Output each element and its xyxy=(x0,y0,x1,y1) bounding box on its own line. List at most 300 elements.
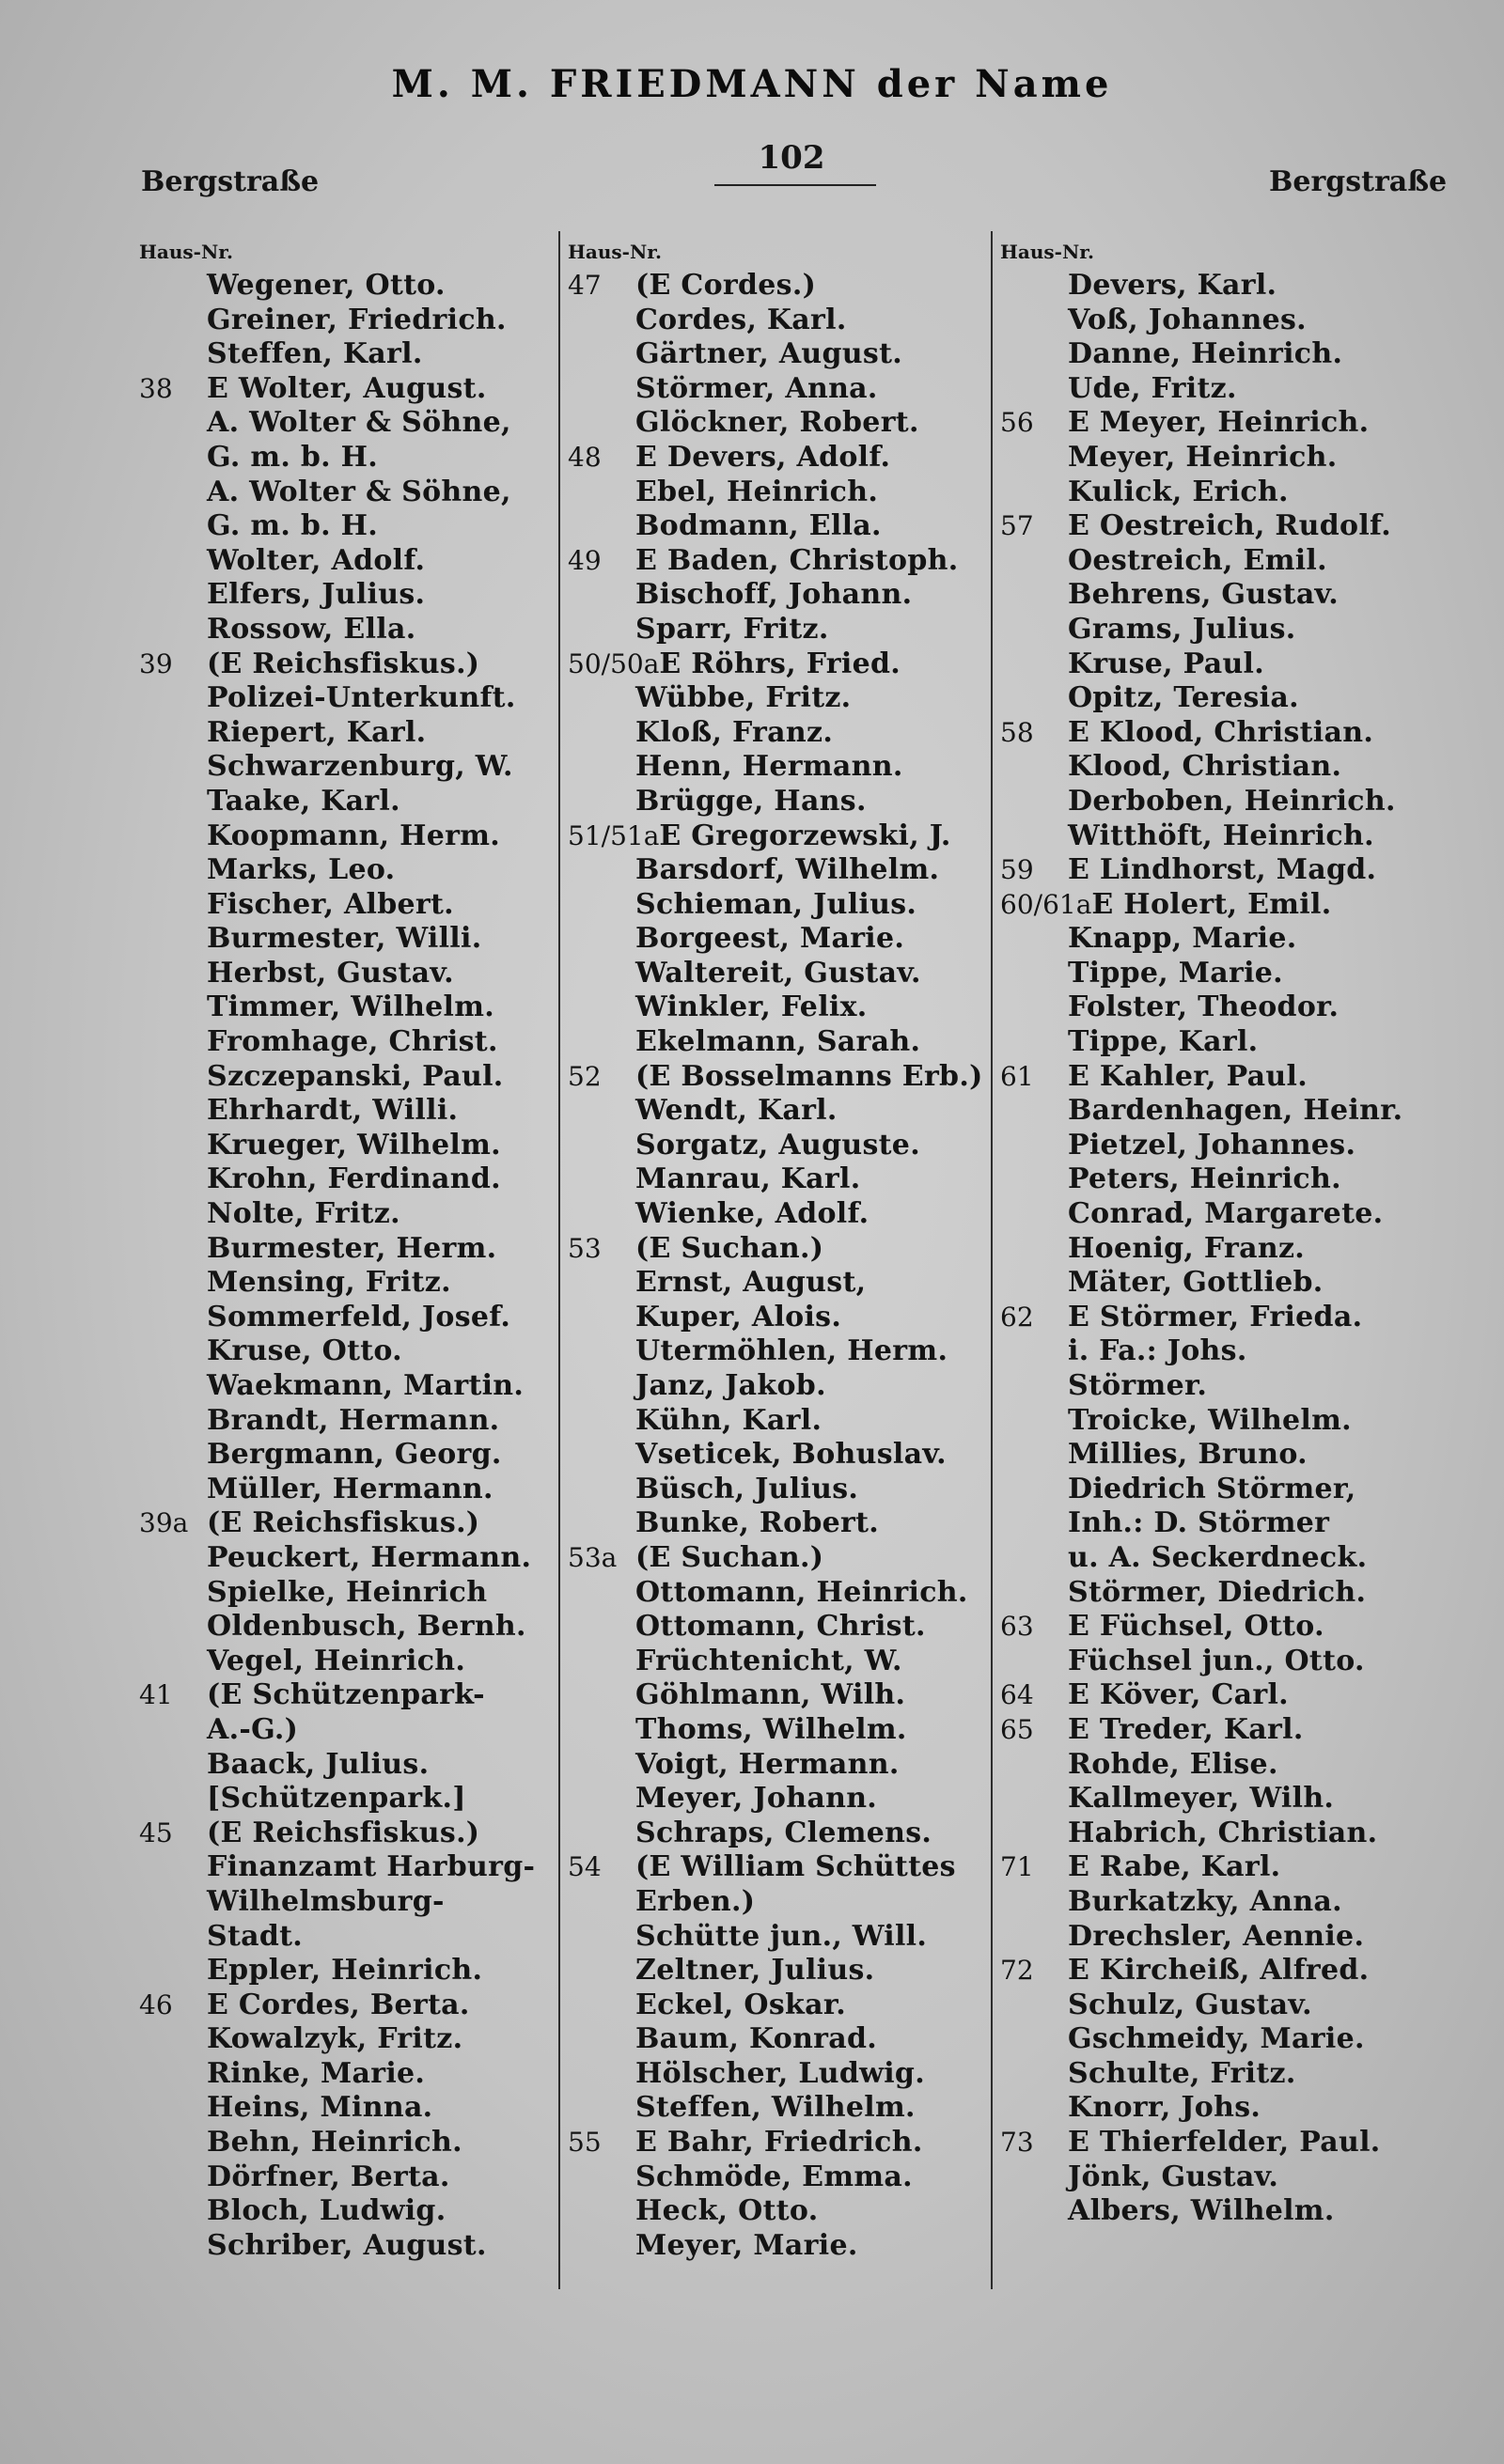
directory-entry xyxy=(139,1094,562,1129)
resident-name: E Thierfelder, Paul. xyxy=(1068,2126,1381,2160)
resident-name: E Treder, Karl. xyxy=(1068,1712,1304,1746)
house-number: 52 xyxy=(568,1060,602,1092)
directory-entry xyxy=(1000,1232,1423,1267)
street-name-left: Bergstraße xyxy=(141,165,320,198)
directory-entry xyxy=(139,304,562,338)
directory-entry xyxy=(568,1129,991,1163)
directory-entry xyxy=(1000,2160,1423,2195)
directory-entry xyxy=(1000,1506,1423,1541)
resident-name: Ehrhardt, Willi. xyxy=(207,1094,459,1128)
directory-entry xyxy=(568,1301,991,1335)
directory-entry xyxy=(1000,1094,1423,1129)
resident-name: Henn, Hermann. xyxy=(635,750,903,784)
directory-entry xyxy=(568,990,991,1025)
resident-name: E Lindhorst, Magd. xyxy=(1068,853,1377,887)
directory-entry xyxy=(568,509,991,544)
resident-name: Winkler, Felix. xyxy=(635,990,868,1024)
resident-name: Meyer, Marie. xyxy=(635,2228,858,2262)
directory-entry xyxy=(568,1817,991,1851)
directory-entry xyxy=(139,785,562,819)
resident-name: Müller, Hermann. xyxy=(207,1472,494,1505)
resident-name: (E Schützenpark- xyxy=(207,1678,485,1712)
resident-name: Burkatzky, Anna. xyxy=(1068,1884,1342,1918)
directory-entry xyxy=(139,853,562,888)
directory-entry xyxy=(568,1369,991,1404)
directory-entry xyxy=(568,888,991,923)
resident-name: Troicke, Wilhelm. xyxy=(1068,1403,1352,1437)
resident-name: Opitz, Teresia. xyxy=(1068,681,1299,715)
directory-entry xyxy=(568,853,991,888)
resident-name: Schulte, Fritz. xyxy=(1068,2056,1296,2090)
resident-name: Inh.: D. Störmer xyxy=(1068,1506,1330,1540)
directory-entry xyxy=(139,337,562,372)
directory-entry xyxy=(139,1162,562,1197)
resident-name: Rinke, Marie. xyxy=(207,2056,426,2090)
resident-name: E Baden, Christoph. xyxy=(635,543,959,577)
directory-entry xyxy=(568,1506,991,1541)
directory-entry xyxy=(1000,853,1423,888)
house-number: 61 xyxy=(1000,1060,1034,1092)
house-number: 53 xyxy=(568,1232,602,1264)
resident-name: E Gregorzewski, J. xyxy=(659,819,951,852)
directory-entry xyxy=(139,1748,562,1783)
resident-name: Baack, Julius. xyxy=(207,1747,430,1781)
directory-entry xyxy=(1000,647,1423,682)
directory-entry xyxy=(568,476,991,510)
house-number-header: Haus-Nr. xyxy=(568,241,662,263)
resident-name: Steffen, Wilhelm. xyxy=(635,2091,916,2125)
directory-entry xyxy=(568,1748,991,1783)
resident-name: Herbst, Gustav. xyxy=(207,956,454,990)
resident-name: Füchsel jun., Otto. xyxy=(1068,1644,1365,1677)
directory-entry xyxy=(139,1129,562,1163)
resident-name: Krueger, Wilhelm. xyxy=(207,1128,501,1162)
resident-name: Wilhelmsburg- xyxy=(207,1884,445,1918)
resident-name: Kulick, Erich. xyxy=(1068,475,1289,508)
entry-list xyxy=(1000,269,1423,2229)
resident-name: Voigt, Hermann. xyxy=(635,1747,900,1781)
resident-name: Pietzel, Johannes. xyxy=(1068,1128,1356,1162)
directory-entry xyxy=(1000,2057,1423,2092)
resident-name: E Kahler, Paul. xyxy=(1068,1059,1308,1093)
directory-entry xyxy=(568,1576,991,1611)
resident-name: Peuckert, Hermann. xyxy=(207,1540,532,1574)
resident-name: Hölscher, Ludwig. xyxy=(635,2056,925,2090)
directory-entry xyxy=(568,372,991,407)
resident-name: E Devers, Adolf. xyxy=(635,440,891,474)
directory-entry xyxy=(139,2194,562,2229)
directory-entry xyxy=(1000,1334,1423,1369)
resident-name: Vseticek, Bohuslav. xyxy=(635,1438,947,1472)
resident-name: G. m. b. H. xyxy=(207,440,379,474)
resident-name: Timmer, Wilhelm. xyxy=(207,990,495,1024)
directory-entry xyxy=(139,647,562,682)
resident-name: E Holert, Emil. xyxy=(1091,887,1332,921)
directory-entry xyxy=(568,1438,991,1473)
resident-name: Elfers, Julius. xyxy=(207,578,426,612)
directory-entry xyxy=(568,1850,991,1885)
resident-name: Thoms, Wilhelm. xyxy=(635,1712,907,1746)
resident-name: Ottomann, Heinrich. xyxy=(635,1575,968,1609)
entry-list xyxy=(568,269,991,2263)
resident-name: (E Suchan.) xyxy=(635,1231,824,1265)
directory-entry xyxy=(568,2229,991,2264)
resident-name: Klood, Christian. xyxy=(1068,750,1342,784)
directory-entry xyxy=(1000,1817,1423,1851)
house-number: 48 xyxy=(568,441,602,473)
resident-name: Knapp, Marie. xyxy=(1068,922,1297,956)
directory-entry xyxy=(139,957,562,991)
resident-name: Wolter, Adolf. xyxy=(207,543,426,577)
resident-name: Bischoff, Johann. xyxy=(635,578,913,612)
directory-entry xyxy=(568,1025,991,1060)
house-number: 54 xyxy=(568,1851,602,1883)
resident-name: Manrau, Karl. xyxy=(635,1162,861,1196)
resident-name: Bodmann, Ella. xyxy=(635,509,882,543)
house-number: 56 xyxy=(1000,407,1034,439)
house-number: 39 xyxy=(139,647,173,679)
directory-column-2 xyxy=(568,235,991,2263)
resident-name: Sorgatz, Auguste. xyxy=(635,1128,920,1162)
resident-name: E Klood, Christian. xyxy=(1068,715,1374,749)
directory-entry xyxy=(568,2126,991,2160)
resident-name: Behn, Heinrich. xyxy=(207,2126,462,2160)
directory-entry xyxy=(139,2160,562,2195)
resident-name: Devers, Karl. xyxy=(1068,269,1277,302)
resident-name: Mäter, Gottlieb. xyxy=(1068,1266,1324,1300)
directory-entry xyxy=(1000,1301,1423,1335)
directory-entry xyxy=(139,1025,562,1060)
directory-entry xyxy=(1000,819,1423,854)
resident-name: Marks, Leo. xyxy=(207,853,396,887)
directory-entry xyxy=(1000,1369,1423,1404)
directory-entry xyxy=(139,613,562,647)
resident-name: Kowalzyk, Fritz. xyxy=(207,2022,463,2056)
resident-name: Meyer, Heinrich. xyxy=(1068,440,1338,474)
resident-name: Oldenbusch, Bernh. xyxy=(207,1610,526,1644)
directory-entry xyxy=(139,2091,562,2126)
resident-name: Taake, Karl. xyxy=(207,784,400,818)
directory-entry xyxy=(568,269,991,304)
resident-name: E Rabe, Karl. xyxy=(1068,1850,1281,1884)
resident-name: Wübbe, Fritz. xyxy=(635,681,852,715)
house-number: 62 xyxy=(1000,1301,1034,1333)
resident-name: E Bahr, Friedrich. xyxy=(635,2126,923,2160)
directory-entry xyxy=(568,922,991,957)
resident-name: E Oestreich, Rudolf. xyxy=(1068,509,1391,543)
directory-entry xyxy=(139,1369,562,1404)
resident-name: Rohde, Elise. xyxy=(1068,1747,1278,1781)
resident-name: A.-G.) xyxy=(207,1712,299,1746)
directory-entry xyxy=(139,406,562,441)
resident-name: (E Bosselmanns Erb.) xyxy=(635,1059,983,1093)
directory-entry xyxy=(1000,2194,1423,2229)
resident-name: Sommerfeld, Josef. xyxy=(207,1300,511,1333)
directory-entry xyxy=(568,1060,991,1095)
directory-entry xyxy=(139,269,562,304)
resident-name: Steffen, Karl. xyxy=(207,337,423,371)
directory-entry xyxy=(568,1678,991,1713)
resident-name: Cordes, Karl. xyxy=(635,303,847,336)
resident-name: Rossow, Ella. xyxy=(207,612,416,646)
directory-entry xyxy=(139,716,562,751)
resident-name: Stadt. xyxy=(207,1919,304,1953)
directory-entry xyxy=(1000,1162,1423,1197)
directory-entry xyxy=(1000,1404,1423,1439)
resident-name: Schwarzenburg, W. xyxy=(207,750,513,784)
directory-entry xyxy=(139,1541,562,1576)
house-number: 51/51a xyxy=(568,819,660,851)
directory-entry xyxy=(568,957,991,991)
resident-name: Bardenhagen, Heinr. xyxy=(1068,1094,1403,1128)
directory-entry xyxy=(568,819,991,854)
directory-entry xyxy=(139,1266,562,1301)
directory-entry xyxy=(139,1678,562,1713)
resident-name: Eppler, Heinrich. xyxy=(207,1954,483,1988)
resident-name: Brandt, Hermann. xyxy=(207,1403,500,1437)
directory-entry xyxy=(139,2126,562,2160)
directory-entry xyxy=(139,750,562,785)
directory-entry xyxy=(139,681,562,716)
directory-entry xyxy=(139,1060,562,1095)
resident-name: Waltereit, Gustav. xyxy=(635,956,921,990)
house-number: 38 xyxy=(139,372,173,404)
resident-name: Kühn, Karl. xyxy=(635,1403,822,1437)
resident-name: Schütte jun., Will. xyxy=(635,1919,928,1953)
resident-name: Mensing, Fritz. xyxy=(207,1266,451,1300)
resident-name: E Störmer, Frieda. xyxy=(1068,1300,1363,1333)
resident-name: Conrad, Margarete. xyxy=(1068,1197,1384,1231)
directory-entry xyxy=(1000,1954,1423,1988)
directory-entry xyxy=(1000,1988,1423,2023)
house-number: 58 xyxy=(1000,716,1034,748)
directory-entry xyxy=(1000,304,1423,338)
directory-entry xyxy=(1000,1885,1423,1920)
directory-entry xyxy=(568,750,991,785)
directory-entry xyxy=(568,2022,991,2057)
resident-name: (E Cordes.) xyxy=(635,269,817,302)
resident-name: Störmer, Diedrich. xyxy=(1068,1575,1367,1609)
house-number: 57 xyxy=(1000,510,1034,542)
directory-entry xyxy=(1000,750,1423,785)
page-number-rule xyxy=(714,184,876,186)
directory-entry xyxy=(568,578,991,613)
directory-entry xyxy=(1000,1438,1423,1473)
directory-entry xyxy=(139,2229,562,2264)
directory-entry xyxy=(568,1954,991,1988)
resident-name: Ude, Fritz. xyxy=(1068,371,1237,405)
resident-name: Heins, Minna. xyxy=(207,2091,433,2125)
resident-name: Szczepanski, Paul. xyxy=(207,1059,504,1093)
house-number: 41 xyxy=(139,1679,173,1711)
directory-entry xyxy=(139,1645,562,1679)
resident-name: u. A. Seckerdneck. xyxy=(1068,1540,1368,1574)
resident-name: Voß, Johannes. xyxy=(1068,303,1307,336)
directory-entry xyxy=(139,509,562,544)
resident-name: Heck, Otto. xyxy=(635,2194,819,2228)
directory-entry xyxy=(568,785,991,819)
directory-entry xyxy=(139,1576,562,1611)
directory-entry xyxy=(139,1197,562,1232)
resident-name: Polizei-Unterkunft. xyxy=(207,681,516,715)
directory-entry xyxy=(139,1232,562,1267)
house-number: 73 xyxy=(1000,2127,1034,2159)
resident-name: Burmester, Willi. xyxy=(207,922,482,956)
directory-entry xyxy=(1000,2126,1423,2160)
directory-entry xyxy=(1000,1129,1423,1163)
directory-entry xyxy=(568,1610,991,1645)
directory-entry xyxy=(1000,544,1423,579)
directory-entry xyxy=(1000,888,1423,923)
directory-entry xyxy=(568,1334,991,1369)
directory-entry xyxy=(568,1885,991,1920)
directory-entry xyxy=(1000,1920,1423,1955)
directory-entry xyxy=(139,1850,562,1885)
resident-name: Früchtenicht, W. xyxy=(635,1644,902,1677)
directory-entry xyxy=(139,1404,562,1439)
page-number: 102 xyxy=(758,139,825,177)
directory-entry xyxy=(139,922,562,957)
resident-name: Ekelmann, Sarah. xyxy=(635,1025,921,1059)
resident-name: Behrens, Gustav. xyxy=(1068,578,1340,612)
resident-name: Derboben, Heinrich. xyxy=(1068,784,1396,818)
directory-entry xyxy=(568,1404,991,1439)
directory-entry xyxy=(568,1197,991,1232)
directory-entry xyxy=(568,613,991,647)
directory-entry xyxy=(139,1506,562,1541)
directory-entry xyxy=(139,476,562,510)
house-number: 46 xyxy=(139,1988,173,2020)
house-number: 60/61a xyxy=(1000,888,1092,920)
resident-name: Zeltner, Julius. xyxy=(635,1954,875,1988)
resident-name: Meyer, Johann. xyxy=(635,1782,878,1816)
resident-name: Ernst, August, xyxy=(635,1266,867,1300)
directory-entry xyxy=(1000,337,1423,372)
house-number: 59 xyxy=(1000,854,1034,886)
directory-entry xyxy=(568,1094,991,1129)
directory-entry xyxy=(1000,1025,1423,1060)
directory-entry xyxy=(139,1954,562,1988)
directory-entry xyxy=(1000,578,1423,613)
directory-entry xyxy=(1000,1197,1423,1232)
resident-name: A. Wolter & Söhne, xyxy=(207,475,511,508)
directory-entry xyxy=(1000,990,1423,1025)
directory-entry xyxy=(568,2091,991,2126)
resident-name: Peters, Heinrich. xyxy=(1068,1162,1341,1196)
resident-name: Tippe, Marie. xyxy=(1068,956,1283,990)
resident-name: Albers, Wilhelm. xyxy=(1068,2194,1335,2228)
resident-name: Tippe, Karl. xyxy=(1068,1025,1259,1059)
directory-entry xyxy=(139,2022,562,2057)
resident-name: Nolte, Fritz. xyxy=(207,1197,400,1231)
directory-entry xyxy=(1000,2091,1423,2126)
resident-name: Wegener, Otto. xyxy=(207,269,446,302)
resident-name: Utermöhlen, Herm. xyxy=(635,1334,948,1368)
resident-name: Bergmann, Georg. xyxy=(207,1438,502,1472)
directory-entry xyxy=(139,372,562,407)
directory-entry xyxy=(1000,681,1423,716)
resident-name: Grams, Julius. xyxy=(1068,612,1296,646)
resident-name: E Röhrs, Fried. xyxy=(659,647,901,680)
resident-name: Erben.) xyxy=(635,1884,756,1918)
resident-name: Bloch, Ludwig. xyxy=(207,2194,446,2228)
resident-name: G. m. b. H. xyxy=(207,509,379,543)
resident-name: Sparr, Fritz. xyxy=(635,612,829,646)
directory-entry xyxy=(1000,1576,1423,1611)
resident-name: Schriber, August. xyxy=(207,2228,487,2262)
resident-name: (E Reichsfiskus.) xyxy=(207,1816,480,1849)
column-divider xyxy=(991,231,993,2289)
directory-entry xyxy=(1000,372,1423,407)
directory-entry xyxy=(568,1162,991,1197)
resident-name: Dörfner, Berta. xyxy=(207,2160,450,2193)
directory-entry xyxy=(1000,269,1423,304)
directory-column-3 xyxy=(1000,235,1423,2229)
street-name-right: Bergstraße xyxy=(1269,165,1448,198)
directory-entry xyxy=(1000,476,1423,510)
directory-entry xyxy=(568,1232,991,1267)
directory-entry xyxy=(139,578,562,613)
resident-name: Schieman, Julius. xyxy=(635,887,917,921)
resident-name: Büsch, Julius. xyxy=(635,1472,859,1505)
directory-entry xyxy=(568,1541,991,1576)
running-head: M. M. FRIEDMANN der Name xyxy=(391,62,1113,106)
directory-entry xyxy=(1000,922,1423,957)
directory-entry xyxy=(139,1301,562,1335)
house-number: 71 xyxy=(1000,1851,1034,1883)
directory-entry xyxy=(568,406,991,441)
resident-name: Knorr, Johs. xyxy=(1068,2091,1261,2125)
house-number: 65 xyxy=(1000,1713,1034,1745)
directory-entry xyxy=(139,1988,562,2023)
house-number: 47 xyxy=(568,270,602,301)
directory-entry xyxy=(139,441,562,476)
directory-entry xyxy=(139,1817,562,1851)
directory-entry xyxy=(139,1713,562,1748)
directory-entry xyxy=(1000,1678,1423,1713)
resident-name: (E Suchan.) xyxy=(635,1540,824,1574)
house-number-header: Haus-Nr. xyxy=(139,241,233,263)
directory-entry xyxy=(568,2194,991,2229)
directory-entry xyxy=(1000,1782,1423,1817)
resident-name: (E Reichsfiskus.) xyxy=(207,1506,480,1540)
resident-name: Folster, Theodor. xyxy=(1068,990,1340,1024)
resident-name: Fischer, Albert. xyxy=(207,887,454,921)
house-number: 45 xyxy=(139,1817,173,1848)
directory-entry xyxy=(568,1473,991,1507)
resident-name: Baum, Konrad. xyxy=(635,2022,878,2056)
resident-name: A. Wolter & Söhne, xyxy=(207,406,511,440)
resident-name: E Meyer, Heinrich. xyxy=(1068,406,1370,440)
directory-entry xyxy=(568,1920,991,1955)
directory-entry xyxy=(568,1988,991,2023)
house-number: 49 xyxy=(568,544,602,576)
directory-entry xyxy=(1000,1748,1423,1783)
directory-entry xyxy=(139,1610,562,1645)
resident-name: (E William Schüttes xyxy=(635,1850,956,1884)
directory-entry xyxy=(139,1473,562,1507)
directory-entry xyxy=(1000,1060,1423,1095)
directory-entry xyxy=(139,1885,562,1920)
resident-name: Diedrich Störmer, xyxy=(1068,1472,1356,1505)
resident-name: Schulz, Gustav. xyxy=(1068,1988,1312,2021)
directory-entry xyxy=(139,1438,562,1473)
house-number: 63 xyxy=(1000,1611,1034,1643)
directory-entry xyxy=(568,544,991,579)
resident-name: Koopmann, Herm. xyxy=(207,819,501,852)
resident-name: Fromhage, Christ. xyxy=(207,1025,498,1059)
directory-entry xyxy=(568,716,991,751)
